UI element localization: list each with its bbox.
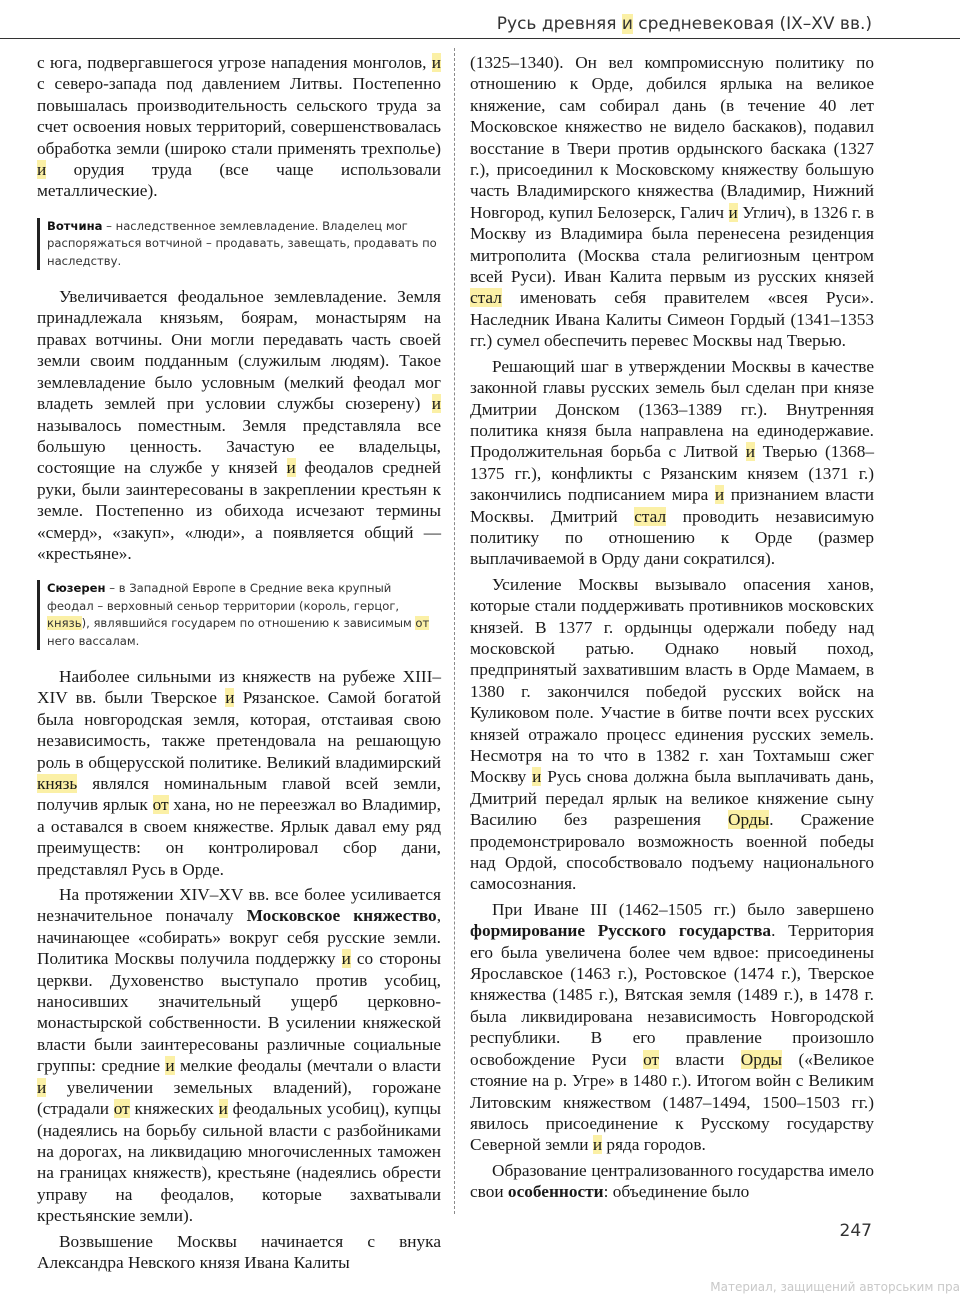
search-highlight: и: [592, 1135, 603, 1155]
search-highlight: и: [621, 14, 633, 34]
text-run: При Иване III (1462–1505 гг.) было завершено: [492, 899, 874, 919]
paragraph: Наиболее сильными из княжеств на рубеже XIII–XIV вв. были Тверское и Рязанское. Самой богатой была новгородская земля, которая, отстаивая свою независимость, также претендовала на решающую роль в общерусской политике. Великий владимирский князь являлся номинальным главой всей земли, получив ярлык от хана, но не переезжал во Владимир, а оставался в своем княжестве. Ярлык давал ему ряд преимуществ: он контролировал сбор дани, представлял Русь в Орде.: [37, 666, 441, 879]
paragraph: Возвышение Москвы начинается с внука Александра Невского князя Ивана Калиты: [37, 1231, 441, 1272]
search-highlight: князь: [37, 774, 78, 793]
text-run: : объединение было: [603, 1182, 750, 1202]
search-highlight: от: [415, 616, 430, 631]
paragraph: с юга, подвергавшегося угрозе нападения монголов, и с северо-запада под давлением Литвы. Постепенно повышалась производительность сельского труда за счет освоения новых территорий, совершенствовалась обработка земли (широко стали применять трехполье) и орудия труда (все чаще использовали металлические).: [37, 53, 441, 201]
search-highlight: князь: [47, 616, 82, 631]
search-highlight: и: [431, 394, 441, 414]
search-highlight: и: [341, 949, 351, 969]
search-highlight: и: [745, 442, 755, 462]
search-highlight: от: [643, 1049, 660, 1069]
definition-box-suzerain: [37, 580, 441, 650]
right-column: [470, 52, 874, 1203]
search-highlight: Орды: [728, 810, 770, 830]
search-highlight: от: [152, 795, 169, 815]
search-highlight: и: [37, 160, 47, 180]
bold-term: особенности: [507, 1182, 604, 1202]
search-highlight: и: [218, 1099, 228, 1119]
search-highlight: Орды: [740, 1049, 783, 1069]
search-highlight: и: [286, 458, 296, 478]
definition-text: – в Западной Европе в Средние века крупный феодал – верховный сеньор территории (король, герцог, князь), являвшийся государем по отношению к зависимым от него вассалам.: [47, 581, 430, 648]
search-highlight: и: [225, 688, 235, 708]
text-run: , начинающее «собирать» вокруг себя русские земли. Политика Москвы получила поддержку и со стороны церкви. Духовенство выступало против усобиц, наносивших значительный ущерб церковно-монастырской собственности. В усилении княжеской власти были заинтересованы различные социальные группы: средние и мелкие феодалы (мечтали о власти и увеличении земельных владений), горожане (страдали от княжеских и феодальных усобиц), купцы (надеялись на борьбу сильной власти с разбойниками на дорогах, на ликвидацию многочисленных таможен на границах княжеств), крестьяне (надеялись обрести управу на феодалов, которые захватывали крестьянские земли).: [37, 906, 442, 1226]
search-highlight: и: [532, 767, 542, 787]
watermark: Материал, защищений авторським пра: [710, 1280, 960, 1294]
definition-text: – наследственное землевладение. Владелец мог распоряжаться вотчиной – продавать, завещать, продавать по наследству.: [47, 218, 437, 268]
definition-term: Вотчина: [47, 218, 103, 233]
page-number: 247: [839, 1221, 872, 1241]
paragraph: Усиление Москвы вызывало опасения ханов, которые стали поддерживать противников московских князей. В 1377 г. ордынцы одержали победу над московской ратью. Однако новый поход, предпринятый захватившим власть в Орде Мамаем, в 1380 г. закончился победой русских войск на Куликовом поле. Участие в битве почти всех русских князей отражало процесс единения русских земель. Несмотря на то что в 1382 г. хан Тохтамыш сжег Москву и Русь снова должна была выплачивать дань, Дмитрий передал ярлык на великое княжение сыну Василию без разрешения Орды. Сражение продемонстрировало возможность военной победы над Ордой, способствовало подъему национального самосознания.: [470, 574, 874, 894]
paragraph: (1325–1340). Он вел компромиссную политику по отношению к Орде, добился ярлыка на великое княжение, сам собирал дань (в течение 40 лет Московское княжество не видело баскаков), подавил восстание в Твери против ордынского баскака (1327 г.), присоединил к Московскому княжеству большую часть Владимирского княжества (Владимир, Нижний Новгород, купил Белозерск, Галич и Углич), в 1326 г. в Москву из Владимира была перенесена резиденция митрополита (Москва стала религиозным центром всей Руси). Иван Калита первым из русских князей стал именовать себя правителем «всея Руси». Наследник Ивана Калиты Симеон Гордый (1341–1353 гг.) сумел обеспечить перевес Москвы над Тверью.: [470, 53, 874, 351]
paragraph: [470, 1160, 874, 1203]
paragraph: [470, 899, 874, 1156]
left-column: [37, 52, 441, 1273]
paragraph: [37, 884, 441, 1227]
text-run: На протяжении XIV–XV вв. все более усиливается незначительное поначалу: [37, 885, 441, 926]
search-highlight: от: [113, 1099, 130, 1119]
search-highlight: и: [728, 202, 738, 222]
search-highlight: стал: [470, 288, 502, 308]
text-run: Образование централизованного государства имело свои: [470, 1160, 874, 1202]
definition-box-votchina: [37, 218, 441, 270]
column-divider: [454, 48, 455, 1214]
search-highlight: и: [165, 1056, 175, 1076]
search-highlight: и: [431, 53, 441, 72]
header-title: Русь древняя и средневековая (IX–XV вв.): [496, 14, 872, 34]
search-highlight: и: [714, 485, 725, 505]
running-header: [0, 0, 960, 39]
bold-term: формирование Русского государства: [470, 921, 772, 941]
definition-term: Сюзерен: [47, 581, 106, 596]
search-highlight: стал: [634, 506, 667, 526]
paragraph: Увеличивается феодальное землевладение. Земля принадлежала князьям, боярам, монастырям на правах вотчины. Они могли передавать часть своей земли своим подданным (служилым людям). Такое землевладение было условным (мелкий феодал мог владеть землей при условии службы сюзерену) и называлось поместным. Земля представляла все большую ценность. Зачастую ее владельцы, состоящие на службе у князей и феодалов средней руки, были заинтересованы в закреплении крестьян к земле. Постепенно из обихода исчезают термины «смерд», «закуп», «люди», а появляется общий — «крестьяне».: [37, 287, 441, 563]
text-run: . Территория его была увеличена более чем вдвое: присоединены Ярославское (1463 г.), Ростовское (1474 г.), Тверское княжества (1485 г.), Вятская земля (1489 г.), в 1478 г. была ликвидирована независимость Новгородской республики. В его правление произошло освобождение Руси от власти Орды («Великое стояние на р. Угре» в 1480 г.). Итогом войн с Великим Литовским княжеством (1487–1494, 1500–1503 гг.) явилось присоединение к Русскому государству Северной земли и ряда городов.: [470, 921, 874, 1155]
search-highlight: и: [37, 1077, 47, 1097]
paragraph: Решающий шаг в утверждении Москвы в качестве законной главы русских земель был сделан при князе Дмитрии Донском (1363–1389 гг.). Внутренняя политика князя была направлена на единодержавие. Продолжительная борьба с Литвой и Тверью (1368–1375 гг.), конфликты с Рязанским князем (1371 г.) закончились подписанием мира и признанием власти Москвы. Дмитрий стал проводить независимую политику по отношению к Орде (размер выплачиваемой в Орду дани сократился).: [470, 356, 874, 569]
bold-term: Московское княжество: [246, 906, 437, 926]
